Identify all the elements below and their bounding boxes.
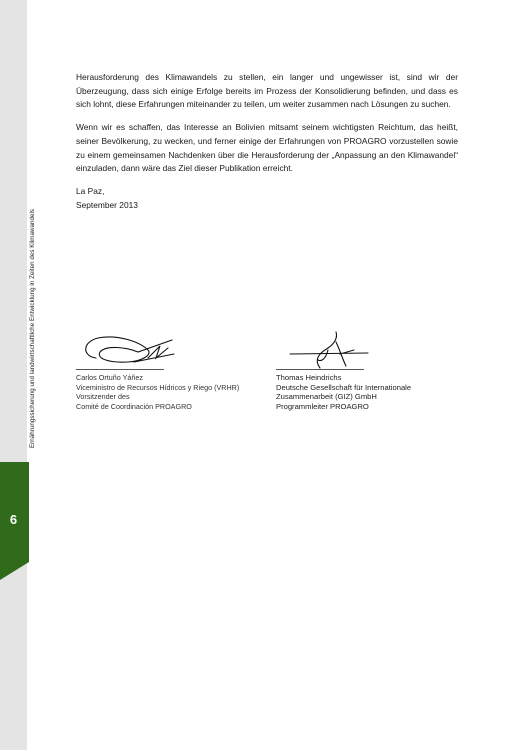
signatory-name: Carlos Ortuño Yáñez <box>76 373 143 382</box>
margin-strip <box>0 0 27 750</box>
closing-date: September 2013 <box>76 199 138 210</box>
signatory-title: Programmleiter PROAGRO <box>276 401 369 411</box>
page-number: 6 <box>9 512 18 527</box>
paragraph: Herausforderung des Klimawandels zu stellen, ein langer und ungewisser ist, sind wir der Überzeugung, dass sich einige Erfolge bereits im Prozess der Konsolidierung befinden, und dass es sich lohnt, diese Erfahrungen miteinander zu teilen, um weiter zusammen nach Lösungen zu suchen. <box>76 72 458 110</box>
signature-right <box>284 330 374 370</box>
signatory-title: Viceministro de Recursos Hídricos y Riego (VRHR) <box>76 382 240 392</box>
signature-line <box>276 369 364 370</box>
closing-place: La Paz, <box>76 186 105 197</box>
signature-block-left <box>76 369 266 411</box>
running-title: Ernährungssicherung und landwirtschaftliche Entwicklung in Zeiten des Klimawandels <box>29 208 36 448</box>
signature-left <box>78 328 178 370</box>
signatory-title: Comité de Coordinación PROAGRO <box>76 401 192 411</box>
signatory-title: Zusammenarbeit (GIZ) GmbH <box>276 392 377 402</box>
signatory-title: Deutsche Gesellschaft für Internationale <box>276 382 412 392</box>
signatory-title: Vorsitzender des <box>76 392 130 402</box>
signature-line <box>76 369 164 370</box>
signatory-name: Thomas Heindrichs <box>276 373 342 382</box>
body-text <box>76 71 458 213</box>
signature-block-right <box>276 369 466 411</box>
paragraph: Wenn wir es schaffen, das Interesse an Bolivien mitsamt seinem wichtigsten Reichtum, das heißt, seiner Bevölkerung, zu wecken, und ferner einige der Erfahrungen von PROAGRO vorzustellen sowie zu einem gemeinsamen Nachdenken über die Herausforderung der „Anpassung an den Klimawandel“ einzuladen, dann wäre das Ziel dieser Publikation erreicht. <box>76 122 458 174</box>
